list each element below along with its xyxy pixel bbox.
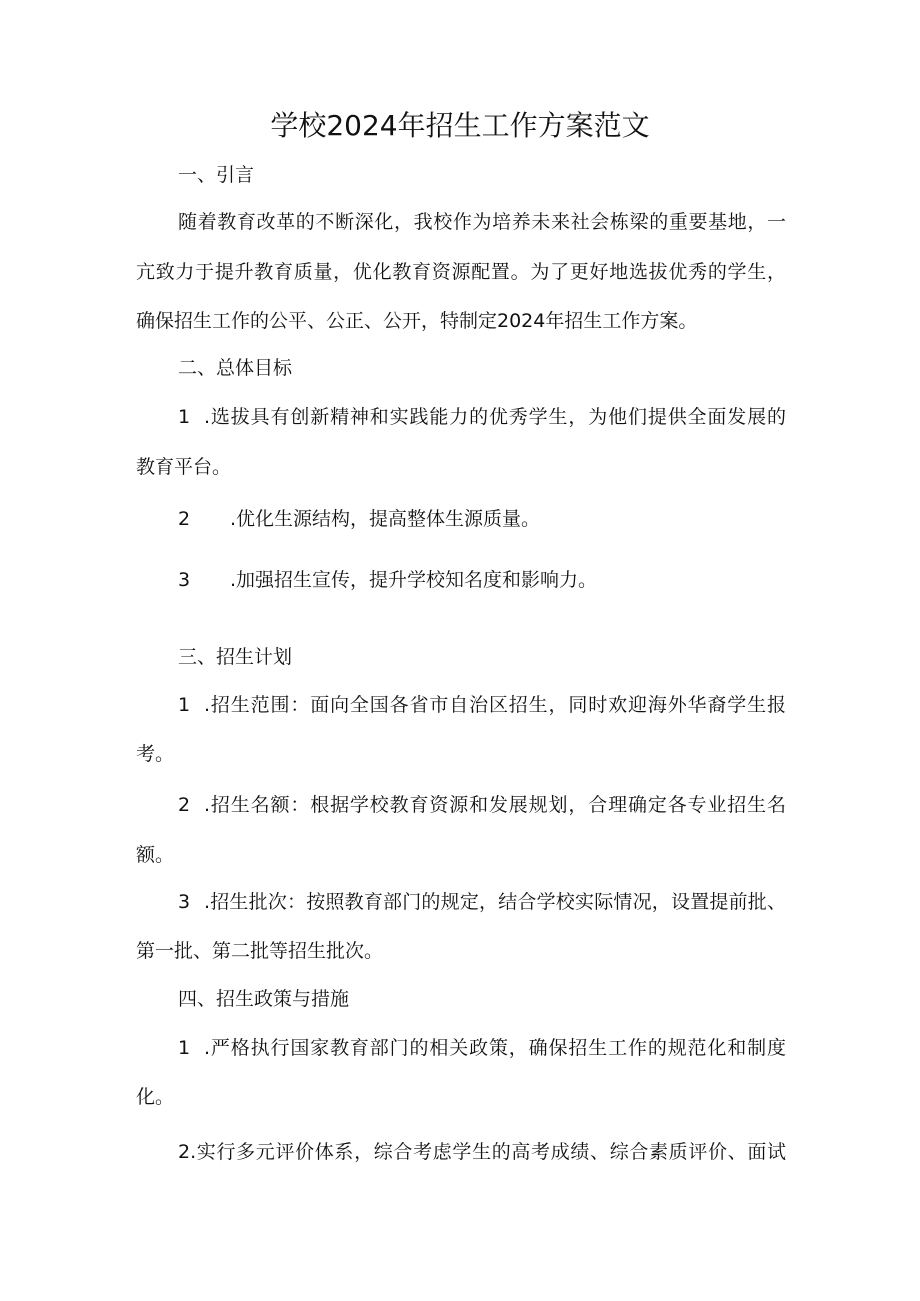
intro-paragraph-line-1: 随着教育改革的不断深化，我校作为培养未来社会栋梁的重要基地，一 xyxy=(178,211,786,233)
goal-item-2-text: .优化生源结构，提高整体生源质量。 xyxy=(230,508,541,530)
plan-item-2-line-1: .招生名额：根据学校教育资源和发展规划，合理确定各专业招生名 xyxy=(204,794,786,816)
policy-item-1-line-2: 化。 xyxy=(136,1086,175,1108)
section-heading-intro: 一、引言 xyxy=(178,164,255,186)
plan-item-1 xyxy=(178,691,786,719)
document-title: 学校2024年招生工作方案范文 xyxy=(270,109,650,142)
goal-item-2 xyxy=(178,505,540,533)
plan-item-2 xyxy=(178,791,786,819)
plan-item-1-line-2: 考。 xyxy=(136,743,175,765)
section-heading-plan: 三、招生计划 xyxy=(178,646,293,668)
goal-item-1-number: 1 xyxy=(178,406,191,428)
policy-item-1-number: 1 xyxy=(178,1037,191,1059)
plan-item-1-number: 1 xyxy=(178,694,191,716)
goal-item-3-number: 3 xyxy=(178,569,191,591)
policy-item-1 xyxy=(178,1034,786,1062)
plan-item-2-number: 2 xyxy=(178,794,191,816)
policy-item-2-number: 2 xyxy=(178,1141,191,1163)
goal-item-1 xyxy=(178,403,786,431)
policy-item-1-line-1: .严格执行国家教育部门的相关政策，确保招生工作的规范化和制度 xyxy=(204,1037,786,1059)
policy-item-2-line-1: .实行多元评价体系，综合考虑学生的高考成绩、综合素质评价、面试 xyxy=(190,1141,786,1163)
plan-item-2-line-2: 额。 xyxy=(136,844,175,866)
plan-item-3-line-1: .招生批次：按照教育部门的规定，结合学校实际情况，设置提前批、 xyxy=(204,891,786,913)
policy-item-2 xyxy=(178,1138,786,1166)
section-heading-goals: 二、总体目标 xyxy=(178,357,293,379)
plan-item-3-line-2: 第一批、第二批等招生批次。 xyxy=(136,940,384,962)
goal-item-3 xyxy=(178,566,597,594)
plan-item-3-number: 3 xyxy=(178,891,191,913)
plan-item-1-line-1: .招生范围：面向全国各省市自治区招生，同时欢迎海外华裔学生报 xyxy=(204,694,786,716)
goal-item-3-text: .加强招生宣传，提升学校知名度和影响力。 xyxy=(230,569,598,591)
intro-paragraph-line-2: 亢致力于提升教育质量，优化教育资源配置。为了更好地选拔优秀的学生， xyxy=(136,261,786,283)
section-heading-policy: 四、招生政策与措施 xyxy=(178,988,350,1010)
intro-paragraph-line-3: 确保招生工作的公平、公正、公开，特制定2024年招生工作方案。 xyxy=(136,310,698,332)
goal-item-1-line-1: .选拔具有创新精神和实践能力的优秀学生，为他们提供全面发展的 xyxy=(204,406,786,428)
goal-item-2-number: 2 xyxy=(178,508,191,530)
plan-item-3 xyxy=(178,888,786,916)
goal-item-1-line-2: 教育平台。 xyxy=(136,456,232,478)
